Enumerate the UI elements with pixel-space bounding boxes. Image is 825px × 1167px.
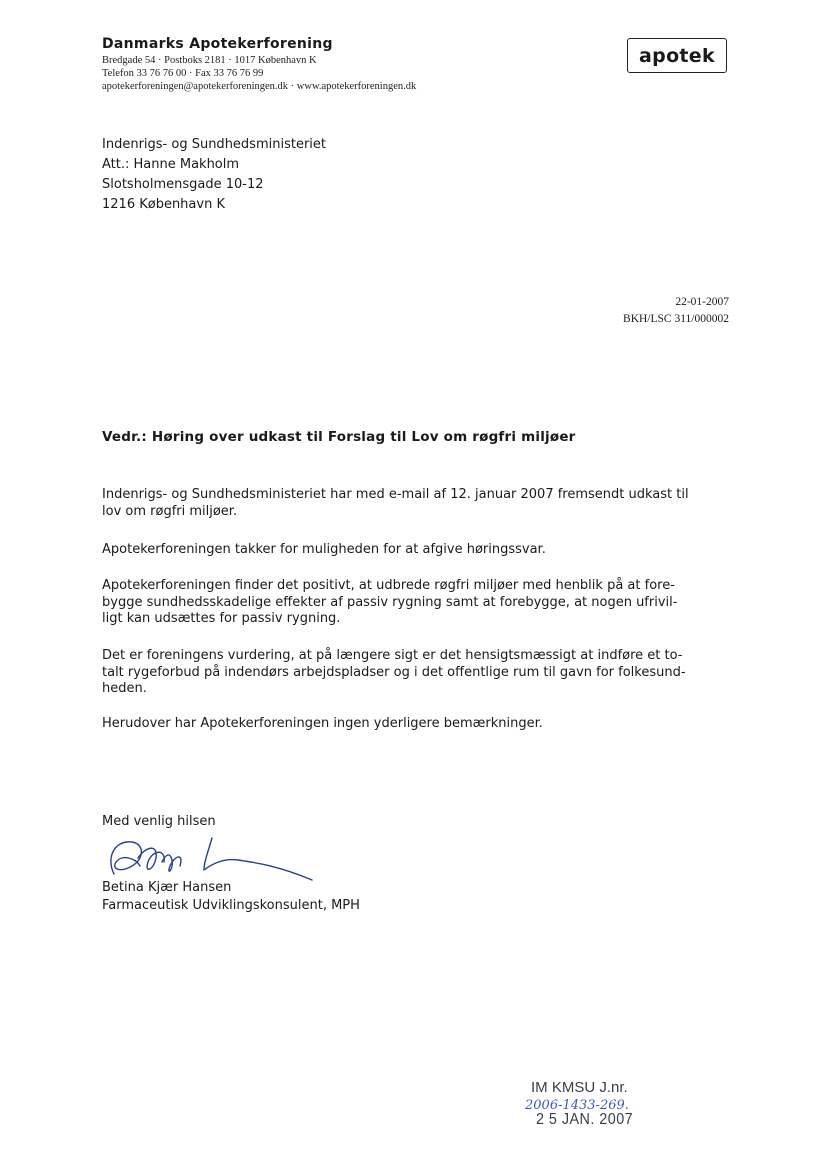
sender-name: Danmarks Apotekerforening (102, 36, 333, 52)
paragraph-line: Herudover har Apotekerforeningen ingen yderligere bemærkninger. (102, 716, 543, 731)
signer-title: Farmaceutisk Udviklingskonsulent, MPH (102, 898, 360, 913)
reference-number: BKH/LSC 311/000002 (623, 313, 729, 325)
logo-text: apotek (639, 44, 715, 67)
recipient-line: Slotsholmensgade 10-12 (102, 177, 264, 192)
paragraph (102, 578, 732, 628)
svg-text:2006-1433-269.: 2006-1433-269. (525, 1098, 629, 1113)
paragraph-line: Indenrigs- og Sundhedsministeriet har med e-mail af 12. januar 2007 fremsendt udkast til (102, 487, 689, 502)
paragraph-line: heden. (102, 681, 147, 696)
closing-salutation: Med venlig hilsen (102, 814, 216, 829)
sender-email-web: apotekerforeningen@apotekerforeningen.dk · www.apotekerforeningen.dk (102, 81, 417, 92)
paragraph (102, 716, 732, 733)
paragraph-line: bygge sundhedsskadelige effekter af passiv rygning samt at forebygge, at nogen ufrivil- (102, 594, 678, 610)
recipient-line: Att.: Hanne Makholm (102, 157, 240, 172)
sender-address: Bredgade 54 · Postboks 2181 · 1017 København K (102, 55, 317, 66)
paragraph-line: lov om røgfri miljøer. (102, 503, 238, 519)
subject-line: Vedr.: Høring over udkast til Forslag til Lov om røgfri miljøer (102, 429, 576, 445)
paragraph (102, 542, 732, 559)
sender-phone-fax: Telefon 33 76 76 00 · Fax 33 76 76 99 (102, 68, 264, 79)
stamp-label: IM KMSU J.nr. (531, 1079, 628, 1096)
recipient-line: 1216 København K (102, 197, 225, 212)
paragraph-line: ligt kan udsættes for passiv rygning. (102, 611, 341, 626)
paragraph-line: Det er foreningens vurdering, at på længere sigt er det hensigtsmæssigt at indføre et to- (102, 648, 683, 663)
letter-date: 22-01-2007 (675, 296, 729, 308)
stamp-date: 2 5 JAN. 2007 (536, 1111, 634, 1128)
signer-name: Betina Kjær Hansen (102, 880, 232, 895)
paragraph-line: talt rygeforbud på indendørs arbejdspladser og i det offentlige rum til gavn for folkesund- (102, 664, 686, 680)
paragraph (102, 487, 732, 520)
recipient-line: Indenrigs- og Sundhedsministeriet (102, 137, 326, 152)
apotek-logo (627, 38, 727, 73)
paragraph (102, 648, 732, 698)
paragraph-line: Apotekerforeningen takker for muligheden for at afgive høringssvar. (102, 542, 546, 557)
paragraph-line: Apotekerforeningen finder det positivt, at udbrede røgfri miljøer med henblik på at fore- (102, 578, 675, 593)
